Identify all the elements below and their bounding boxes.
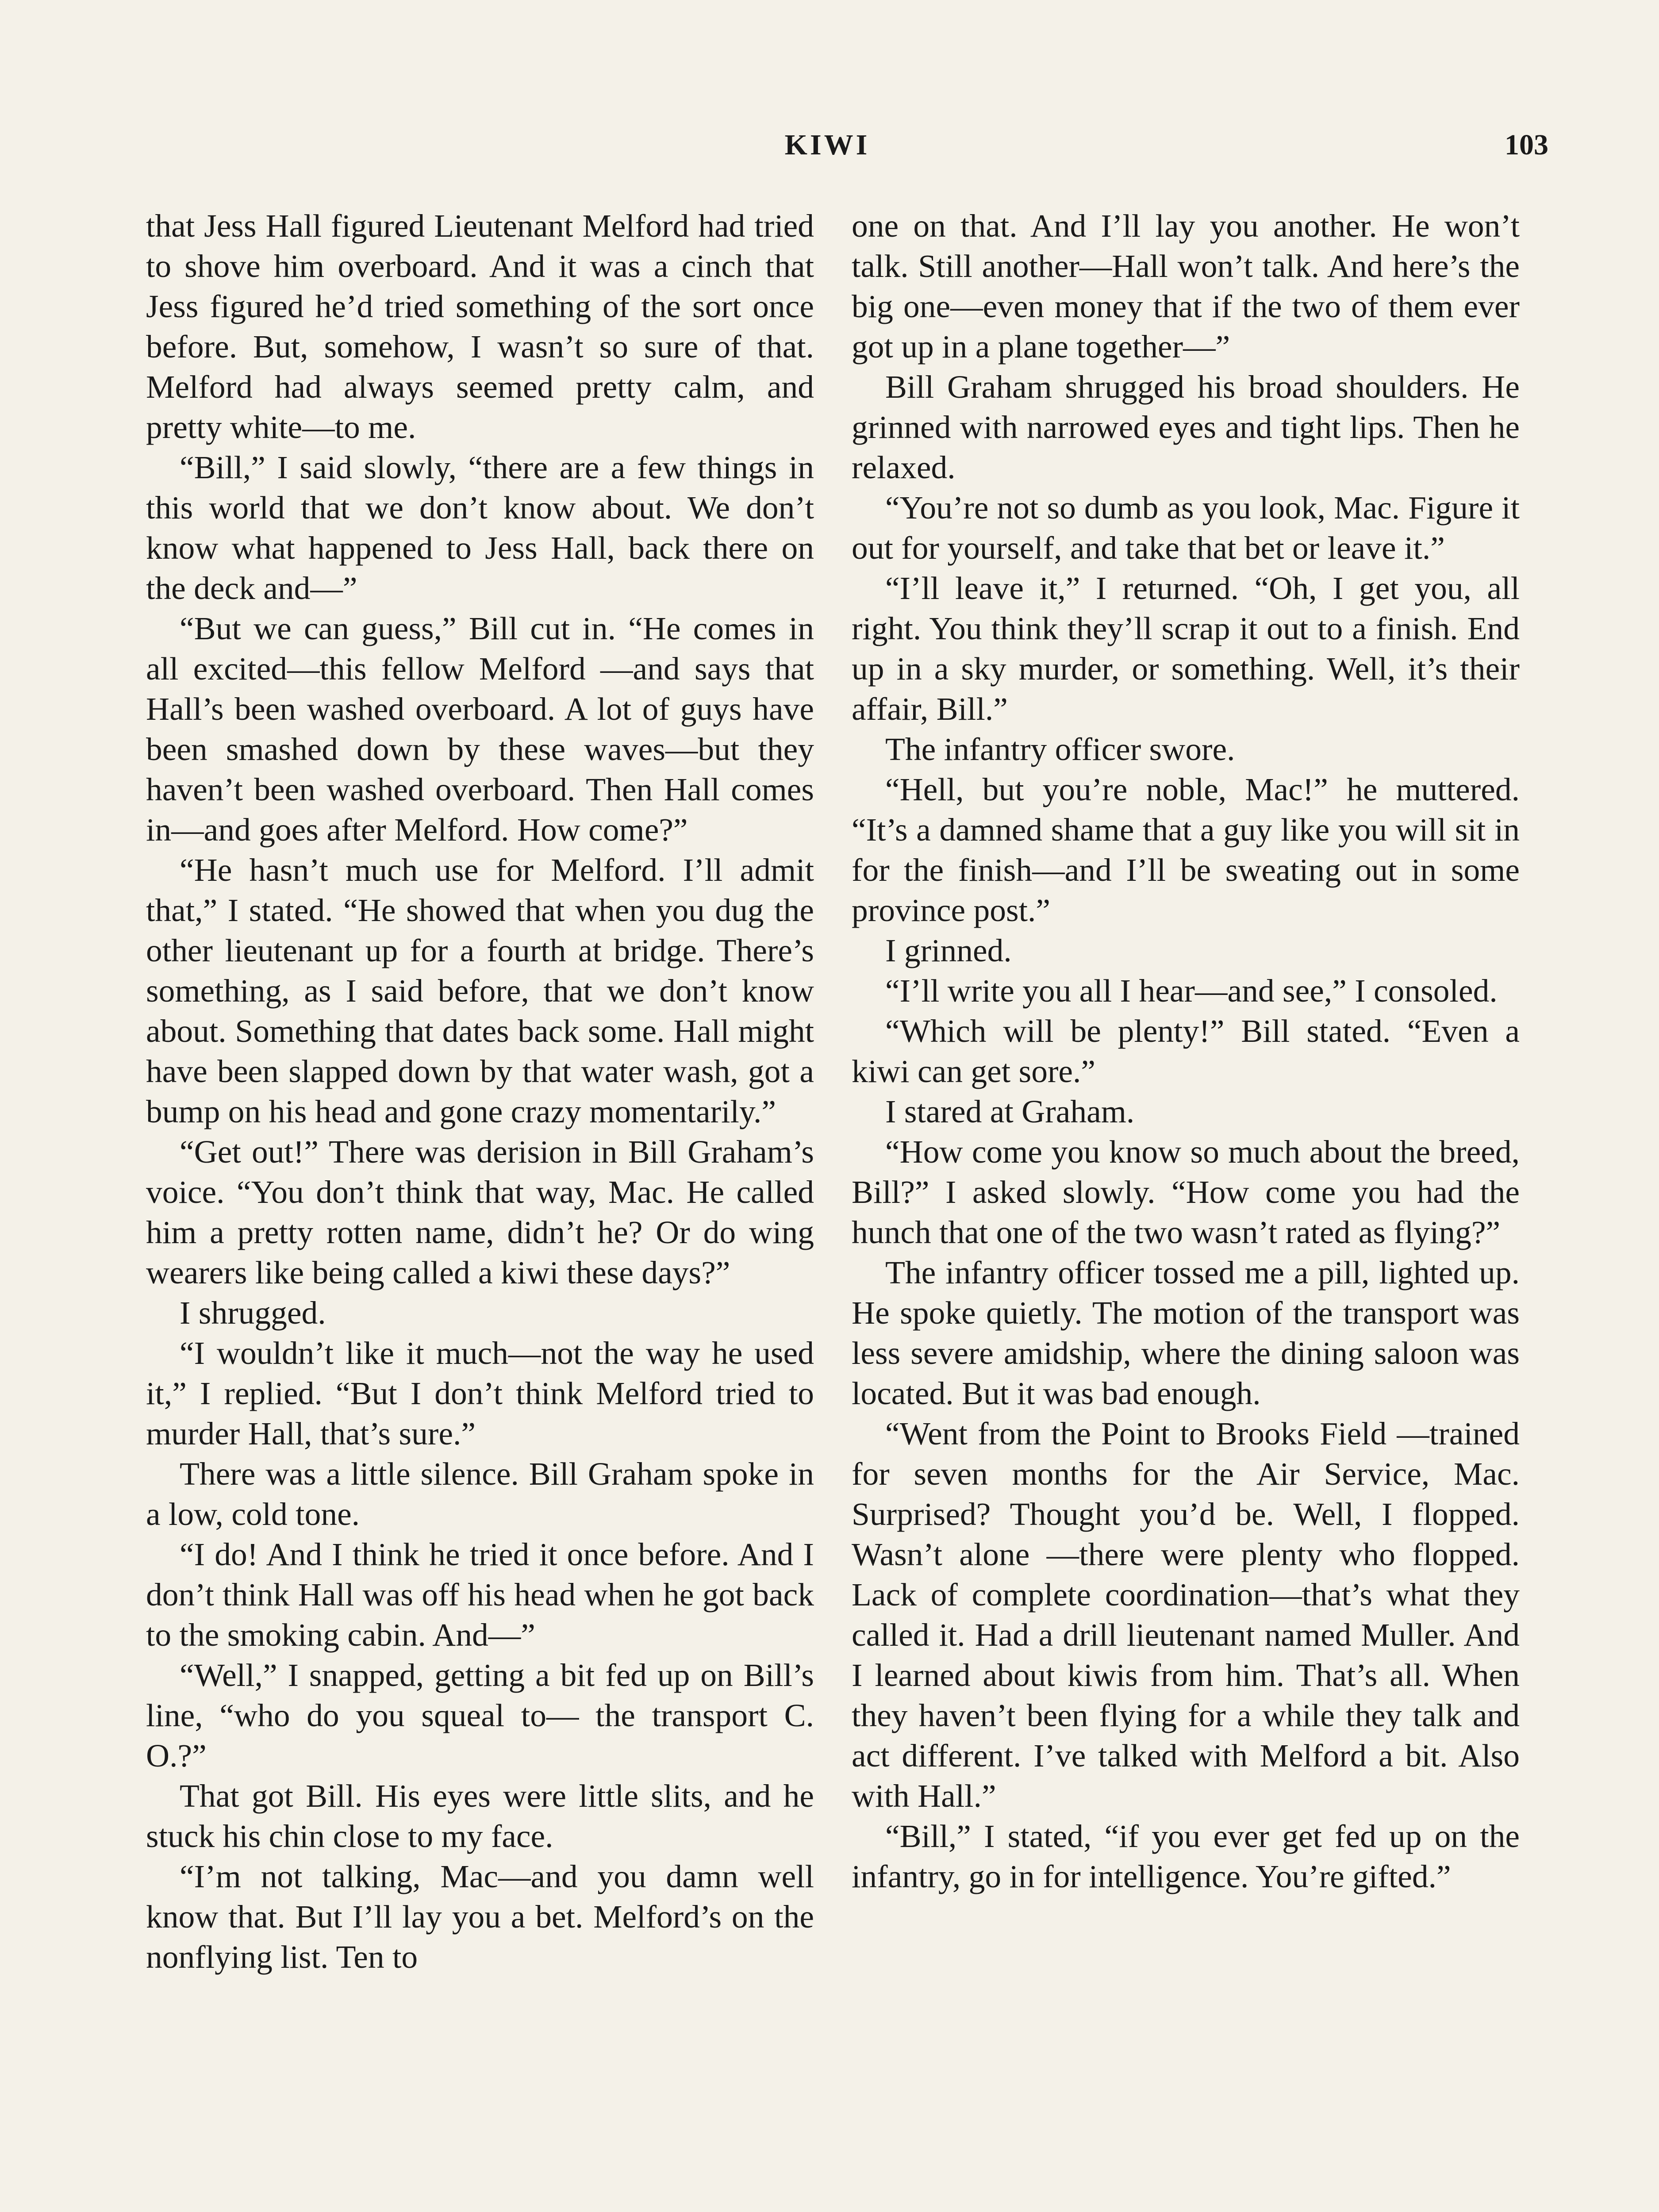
paragraph: “Went from the Point to Brooks Field —trained for seven months for the Air Service, Mac. Surprised? Thought you’d be. Well, I flopped. Wasn’t alone —there were plenty who flopped. Lack of complete coordination—that’s what they called it. Had a drill lieutenant named Muller. And I learned about kiwis from him. That’s all. When they haven’t been flying for a while they talk and act different. I’ve talked with Melford a bit. Also with Hall.” — [852, 1416, 1520, 1814]
paragraph: “I wouldn’t like it much—not the way he used it,” I replied. “But I don’t think Melford tried to murder Hall, that’s sure.” — [146, 1335, 814, 1452]
paragraph: that Jess Hall figured Lieutenant Melford had tried to shove him overboard. And it was a cinch that Jess figured he’d tried something of the sort once before. But, somehow, I wasn’t so sure of that. Melford had always seemed pretty calm, and pretty white—to me. — [146, 208, 814, 445]
paragraph: “He hasn’t much use for Melford. I’ll admit that,” I stated. “He showed that when you dug the other lieutenant up for a fourth at bridge. There’s something, as I said before, that we don’t know about. Something that dates back some. Hall might have been slapped down by that water wash, got a bump on his head and gone crazy momentarily.” — [146, 852, 814, 1129]
paragraph: “But we can guess,” Bill cut in. “He comes in all excited—this fellow Melford —and says that Hall’s been washed overboard. A lot of guys have been smashed down by these waves—but they haven’t been washed overboard. Then Hall comes in—and goes after Melford. How come?” — [146, 611, 814, 848]
paragraph: There was a little silence. Bill Graham spoke in a low, cold tone. — [146, 1456, 814, 1532]
paragraph: That got Bill. His eyes were little slits, and he stuck his chin close to my face. — [146, 1778, 814, 1854]
paragraph: one on that. And I’ll lay you another. He won’t talk. Still another—Hall won’t talk. And here’s the big one—even money that if the two of them ever got up in a plane together—” — [852, 208, 1520, 365]
paragraph: “I’m not talking, Mac—and you damn well know that. But I’ll lay you a bet. Melford’s on the nonflying list. Ten to — [146, 1859, 814, 1975]
paragraph: “Get out!” There was derision in Bill Graham’s voice. “You don’t think that way, Mac. He called him a pretty rotten name, didn’t he? Or do wing wearers like being called a kiwi these days?” — [146, 1134, 814, 1290]
page-number: 103 — [1505, 129, 1548, 161]
paragraph: I shrugged. — [180, 1295, 326, 1331]
paragraph: “Hell, but you’re noble, Mac!” he muttered. “It’s a damned shame that a guy like you will sit in for the finish—and I’ll be sweating out in some province post.” — [852, 772, 1520, 928]
paragraph: The infantry officer tossed me a pill, lighted up. He spoke quietly. The motion of the transport was less severe amidship, where the dining saloon was located. But it was bad enough. — [852, 1255, 1520, 1411]
paragraph: “Bill,” I stated, “if you ever get fed up on the infantry, go in for intelligence. You’re gifted.” — [852, 1818, 1520, 1894]
paragraph: I grinned. — [885, 933, 1012, 968]
right-column — [852, 206, 1520, 1897]
paragraph: “How come you know so much about the breed, Bill?” I asked slowly. “How come you had the hunch that one of the two wasn’t rated as flying?” — [852, 1134, 1520, 1250]
paragraph: Bill Graham shrugged his broad shoulders. He grinned with narrowed eyes and tight lips. Then he relaxed. — [852, 369, 1520, 485]
paragraph: “Bill,” I said slowly, “there are a few things in this world that we don’t know about. We don’t know what happened to Jess Hall, back there on the deck and—” — [146, 449, 814, 606]
paragraph: “I’ll leave it,” I returned. “Oh, I get you, all right. You think they’ll scrap it out to a finish. End up in a sky murder, or something. Well, it’s their affair, Bill.” — [852, 570, 1520, 727]
paragraph: “Well,” I snapped, getting a bit fed up on Bill’s line, “who do you squeal to— the transport C. O.?” — [146, 1657, 814, 1774]
paragraph: The infantry officer swore. — [885, 731, 1235, 767]
left-column — [146, 206, 814, 1977]
paragraph: I stared at Graham. — [885, 1094, 1135, 1129]
running-title: KIWI — [784, 129, 870, 161]
paragraph: “Which will be plenty!” Bill stated. “Even a kiwi can get sore.” — [852, 1013, 1520, 1089]
paragraph: “I’ll write you all I hear—and see,” I consoled. — [885, 973, 1498, 1009]
paragraph: “I do! And I think he tried it once before. And I don’t think Hall was off his head when he got back to the smoking cabin. And—” — [146, 1536, 814, 1653]
page-header — [0, 128, 1659, 168]
paragraph: “You’re not so dumb as you look, Mac. Figure it out for yourself, and take that bet or leave it.” — [852, 490, 1520, 566]
